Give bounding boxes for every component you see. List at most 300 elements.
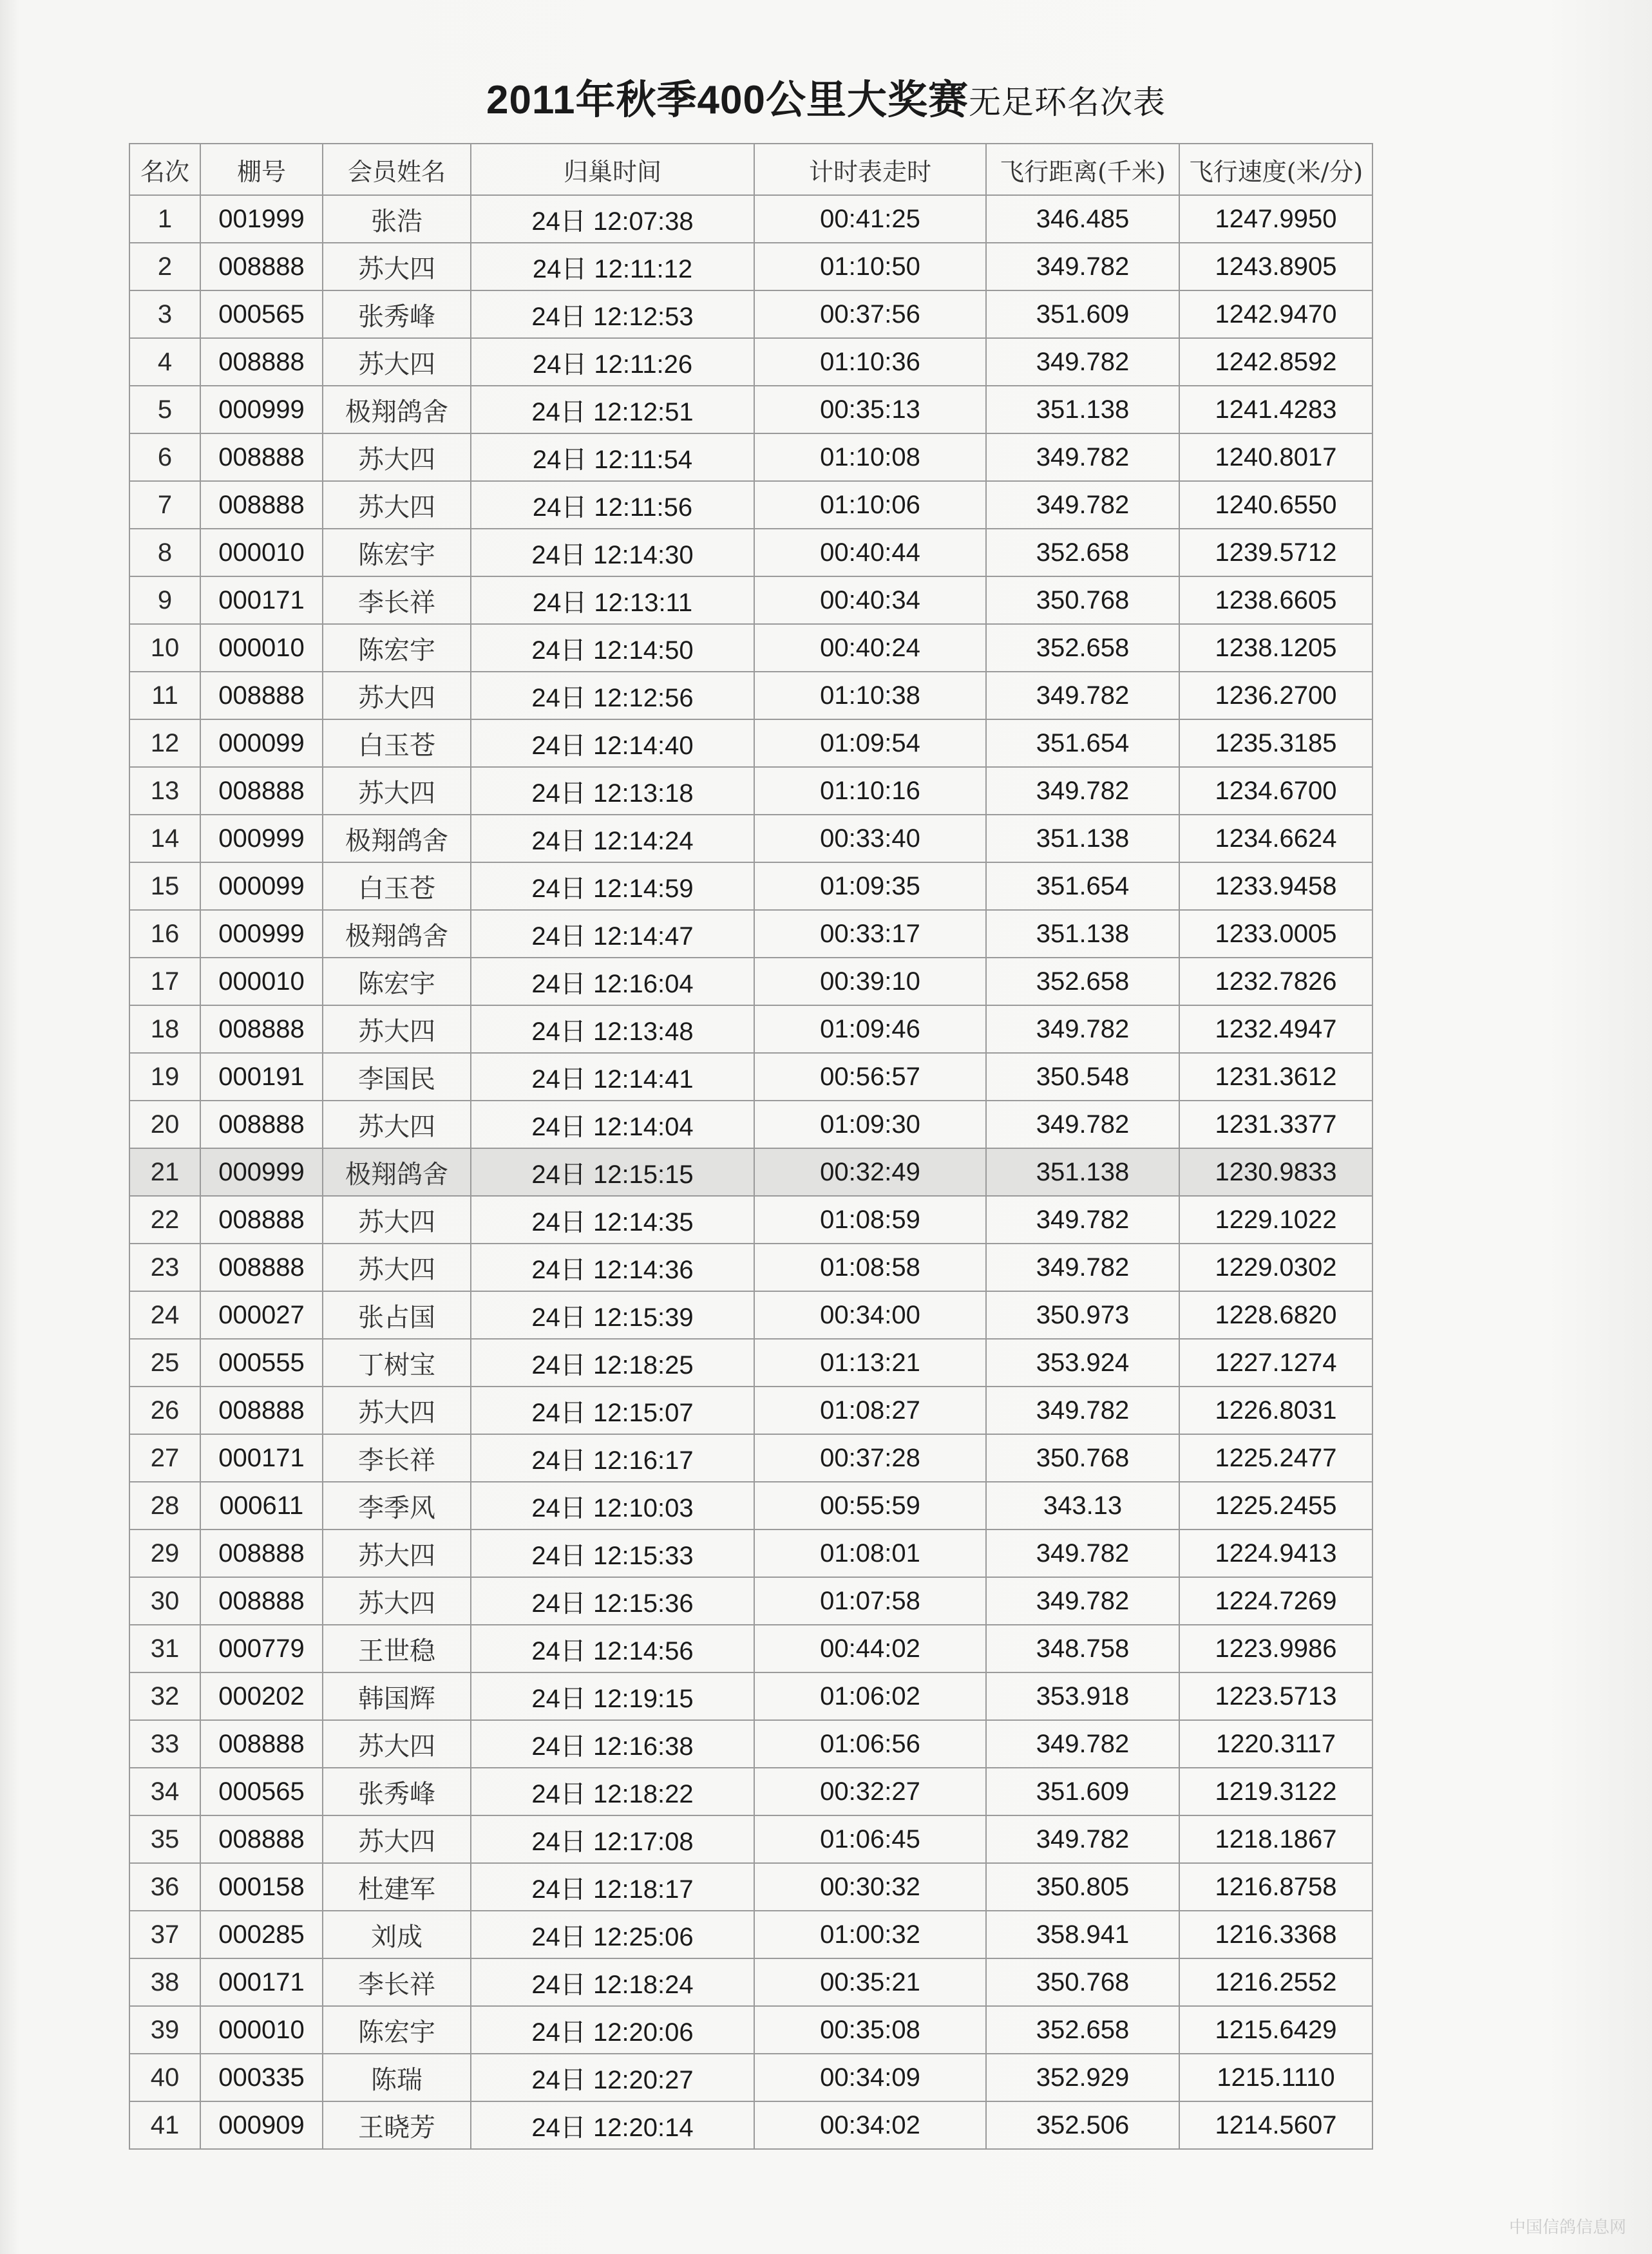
cell-distance: 349.782 xyxy=(986,243,1179,290)
cell-member-name: 苏大四 xyxy=(323,1244,471,1291)
cell-speed: 1232.7826 xyxy=(1179,958,1372,1005)
cell-loft-number: 000010 xyxy=(200,2006,323,2054)
cell-member-name: 苏大四 xyxy=(323,1005,471,1053)
cell-distance: 350.805 xyxy=(986,1863,1179,1911)
cell-clock-time: 00:40:44 xyxy=(754,529,986,576)
cell-loft-number: 000611 xyxy=(200,1482,323,1530)
cell-distance: 350.768 xyxy=(986,576,1179,624)
table-row xyxy=(129,1911,1372,1958)
cell-arrival-time: 24日 12:10:03 xyxy=(471,1482,754,1530)
cell-rank: 16 xyxy=(129,910,200,958)
cell-member-name: 张秀峰 xyxy=(323,290,471,338)
cell-speed: 1215.1110 xyxy=(1179,2054,1372,2101)
cell-clock-time: 01:06:56 xyxy=(754,1720,986,1768)
cell-speed: 1230.9833 xyxy=(1179,1148,1372,1196)
header-member-name: 会员姓名 xyxy=(323,144,471,195)
cell-member-name: 陈宏宇 xyxy=(323,2006,471,2054)
cell-rank: 34 xyxy=(129,1768,200,1815)
cell-member-name: 苏大四 xyxy=(323,243,471,290)
cell-distance: 349.782 xyxy=(986,1387,1179,1434)
cell-speed: 1231.3377 xyxy=(1179,1101,1372,1148)
cell-speed: 1214.5607 xyxy=(1179,2101,1372,2149)
table-row xyxy=(129,1005,1372,1053)
cell-distance: 352.506 xyxy=(986,2101,1179,2149)
cell-loft-number: 008888 xyxy=(200,672,323,719)
cell-rank: 5 xyxy=(129,386,200,433)
cell-speed: 1235.3185 xyxy=(1179,719,1372,767)
cell-rank: 15 xyxy=(129,862,200,910)
cell-member-name: 苏大四 xyxy=(323,338,471,386)
cell-clock-time: 00:34:02 xyxy=(754,2101,986,2149)
cell-loft-number: 000171 xyxy=(200,1434,323,1482)
cell-rank: 29 xyxy=(129,1530,200,1577)
table-row xyxy=(129,1720,1372,1768)
cell-member-name: 王世稳 xyxy=(323,1625,471,1672)
table-row xyxy=(129,910,1372,958)
cell-member-name: 极翔鸽舍 xyxy=(323,1148,471,1196)
cell-distance: 352.929 xyxy=(986,2054,1179,2101)
table-row xyxy=(129,1577,1372,1625)
table-row xyxy=(129,958,1372,1005)
cell-distance: 349.782 xyxy=(986,1005,1179,1053)
cell-loft-number: 000158 xyxy=(200,1863,323,1911)
cell-distance: 349.782 xyxy=(986,1815,1179,1863)
table-row xyxy=(129,1815,1372,1863)
cell-loft-number: 008888 xyxy=(200,1387,323,1434)
cell-clock-time: 01:08:27 xyxy=(754,1387,986,1434)
cell-rank: 31 xyxy=(129,1625,200,1672)
cell-arrival-time: 24日 12:13:18 xyxy=(471,767,754,815)
cell-loft-number: 000285 xyxy=(200,1911,323,1958)
cell-loft-number: 000555 xyxy=(200,1339,323,1387)
cell-loft-number: 008888 xyxy=(200,1196,323,1244)
cell-arrival-time: 24日 12:20:06 xyxy=(471,2006,754,2054)
cell-arrival-time: 24日 12:16:04 xyxy=(471,958,754,1005)
cell-distance: 349.782 xyxy=(986,1101,1179,1148)
table-row xyxy=(129,1196,1372,1244)
table-row xyxy=(129,1291,1372,1339)
cell-arrival-time: 24日 12:11:54 xyxy=(471,433,754,481)
header-speed: 飞行速度(米/分) xyxy=(1179,144,1372,195)
cell-clock-time: 00:37:28 xyxy=(754,1434,986,1482)
cell-speed: 1243.8905 xyxy=(1179,243,1372,290)
header-rank: 名次 xyxy=(129,144,200,195)
cell-arrival-time: 24日 12:15:39 xyxy=(471,1291,754,1339)
cell-loft-number: 008888 xyxy=(200,243,323,290)
cell-clock-time: 01:09:35 xyxy=(754,862,986,910)
cell-speed: 1225.2477 xyxy=(1179,1434,1372,1482)
table-row xyxy=(129,576,1372,624)
cell-clock-time: 00:35:21 xyxy=(754,1958,986,2006)
cell-rank: 38 xyxy=(129,1958,200,2006)
cell-rank: 32 xyxy=(129,1672,200,1720)
cell-arrival-time: 24日 12:17:08 xyxy=(471,1815,754,1863)
cell-member-name: 陈宏宇 xyxy=(323,624,471,672)
cell-arrival-time: 24日 12:12:53 xyxy=(471,290,754,338)
cell-clock-time: 01:06:45 xyxy=(754,1815,986,1863)
cell-arrival-time: 24日 12:25:06 xyxy=(471,1911,754,1958)
cell-clock-time: 00:35:08 xyxy=(754,2006,986,2054)
table-row xyxy=(129,1672,1372,1720)
cell-rank: 14 xyxy=(129,815,200,862)
cell-member-name: 苏大四 xyxy=(323,672,471,719)
cell-member-name: 张秀峰 xyxy=(323,1768,471,1815)
cell-clock-time: 01:08:01 xyxy=(754,1530,986,1577)
cell-rank: 40 xyxy=(129,2054,200,2101)
cell-speed: 1247.9950 xyxy=(1179,195,1372,243)
cell-clock-time: 01:10:50 xyxy=(754,243,986,290)
cell-speed: 1215.6429 xyxy=(1179,2006,1372,2054)
cell-loft-number: 000779 xyxy=(200,1625,323,1672)
cell-member-name: 苏大四 xyxy=(323,1387,471,1434)
cell-speed: 1226.8031 xyxy=(1179,1387,1372,1434)
table-row xyxy=(129,2006,1372,2054)
table-row xyxy=(129,1768,1372,1815)
cell-rank: 18 xyxy=(129,1005,200,1053)
header-clock-time: 计时表走时 xyxy=(754,144,986,195)
cell-loft-number: 000909 xyxy=(200,2101,323,2149)
cell-distance: 349.782 xyxy=(986,481,1179,529)
cell-rank: 35 xyxy=(129,1815,200,1863)
cell-clock-time: 01:07:58 xyxy=(754,1577,986,1625)
table-row xyxy=(129,1101,1372,1148)
cell-rank: 28 xyxy=(129,1482,200,1530)
cell-arrival-time: 24日 12:14:56 xyxy=(471,1625,754,1672)
cell-clock-time: 00:33:17 xyxy=(754,910,986,958)
cell-rank: 9 xyxy=(129,576,200,624)
cell-arrival-time: 24日 12:14:36 xyxy=(471,1244,754,1291)
cell-clock-time: 01:08:58 xyxy=(754,1244,986,1291)
cell-arrival-time: 24日 12:14:40 xyxy=(471,719,754,767)
cell-speed: 1233.0005 xyxy=(1179,910,1372,958)
cell-clock-time: 00:40:34 xyxy=(754,576,986,624)
cell-member-name: 苏大四 xyxy=(323,1530,471,1577)
cell-rank: 22 xyxy=(129,1196,200,1244)
cell-arrival-time: 24日 12:16:17 xyxy=(471,1434,754,1482)
cell-rank: 19 xyxy=(129,1053,200,1101)
cell-clock-time: 00:41:25 xyxy=(754,195,986,243)
cell-member-name: 李国民 xyxy=(323,1053,471,1101)
cell-member-name: 极翔鸽舍 xyxy=(323,910,471,958)
cell-rank: 3 xyxy=(129,290,200,338)
cell-speed: 1231.3612 xyxy=(1179,1053,1372,1101)
cell-member-name: 白玉苍 xyxy=(323,719,471,767)
table-row xyxy=(129,672,1372,719)
cell-distance: 352.658 xyxy=(986,2006,1179,2054)
cell-speed: 1218.1867 xyxy=(1179,1815,1372,1863)
cell-clock-time: 01:10:36 xyxy=(754,338,986,386)
cell-member-name: 苏大四 xyxy=(323,1196,471,1244)
cell-arrival-time: 24日 12:14:41 xyxy=(471,1053,754,1101)
cell-distance: 351.138 xyxy=(986,910,1179,958)
table-row xyxy=(129,1482,1372,1530)
cell-rank: 36 xyxy=(129,1863,200,1911)
cell-clock-time: 01:09:30 xyxy=(754,1101,986,1148)
cell-arrival-time: 24日 12:12:51 xyxy=(471,386,754,433)
cell-arrival-time: 24日 12:13:48 xyxy=(471,1005,754,1053)
cell-distance: 358.941 xyxy=(986,1911,1179,1958)
cell-rank: 8 xyxy=(129,529,200,576)
cell-loft-number: 000027 xyxy=(200,1291,323,1339)
cell-rank: 25 xyxy=(129,1339,200,1387)
cell-loft-number: 000010 xyxy=(200,529,323,576)
cell-member-name: 极翔鸽舍 xyxy=(323,386,471,433)
cell-member-name: 陈宏宇 xyxy=(323,529,471,576)
cell-member-name: 苏大四 xyxy=(323,433,471,481)
cell-clock-time: 00:37:56 xyxy=(754,290,986,338)
cell-clock-time: 01:00:32 xyxy=(754,1911,986,1958)
cell-rank: 10 xyxy=(129,624,200,672)
cell-loft-number: 008888 xyxy=(200,1815,323,1863)
cell-clock-time: 00:33:40 xyxy=(754,815,986,862)
cell-speed: 1242.8592 xyxy=(1179,338,1372,386)
cell-speed: 1238.6605 xyxy=(1179,576,1372,624)
cell-rank: 2 xyxy=(129,243,200,290)
table-row xyxy=(129,1053,1372,1101)
cell-arrival-time: 24日 12:14:30 xyxy=(471,529,754,576)
cell-distance: 353.918 xyxy=(986,1672,1179,1720)
table-row xyxy=(129,386,1372,433)
cell-member-name: 苏大四 xyxy=(323,767,471,815)
table-row xyxy=(129,767,1372,815)
cell-loft-number: 000999 xyxy=(200,910,323,958)
cell-arrival-time: 24日 12:14:50 xyxy=(471,624,754,672)
cell-clock-time: 00:39:10 xyxy=(754,958,986,1005)
cell-loft-number: 000191 xyxy=(200,1053,323,1101)
cell-rank: 26 xyxy=(129,1387,200,1434)
cell-distance: 349.782 xyxy=(986,1577,1179,1625)
cell-arrival-time: 24日 12:11:26 xyxy=(471,338,754,386)
table-row xyxy=(129,1244,1372,1291)
cell-speed: 1216.8758 xyxy=(1179,1863,1372,1911)
cell-rank: 12 xyxy=(129,719,200,767)
cell-speed: 1216.2552 xyxy=(1179,1958,1372,2006)
cell-rank: 20 xyxy=(129,1101,200,1148)
cell-clock-time: 00:55:59 xyxy=(754,1482,986,1530)
cell-speed: 1229.0302 xyxy=(1179,1244,1372,1291)
cell-member-name: 杜建军 xyxy=(323,1863,471,1911)
table-row xyxy=(129,290,1372,338)
table-row xyxy=(129,1387,1372,1434)
cell-member-name: 李长祥 xyxy=(323,576,471,624)
table-row xyxy=(129,1625,1372,1672)
cell-arrival-time: 24日 12:15:33 xyxy=(471,1530,754,1577)
cell-rank: 30 xyxy=(129,1577,200,1625)
cell-arrival-time: 24日 12:07:38 xyxy=(471,195,754,243)
cell-speed: 1238.1205 xyxy=(1179,624,1372,672)
cell-loft-number: 000999 xyxy=(200,386,323,433)
cell-member-name: 陈瑞 xyxy=(323,2054,471,2101)
cell-rank: 4 xyxy=(129,338,200,386)
cell-speed: 1216.3368 xyxy=(1179,1911,1372,1958)
table-row xyxy=(129,624,1372,672)
cell-member-name: 丁树宝 xyxy=(323,1339,471,1387)
cell-loft-number: 000999 xyxy=(200,1148,323,1196)
cell-distance: 349.782 xyxy=(986,1720,1179,1768)
cell-rank: 13 xyxy=(129,767,200,815)
cell-distance: 349.782 xyxy=(986,672,1179,719)
table-row xyxy=(129,2054,1372,2101)
header-loft-number: 棚号 xyxy=(200,144,323,195)
cell-loft-number: 000010 xyxy=(200,958,323,1005)
table-row xyxy=(129,1530,1372,1577)
cell-rank: 6 xyxy=(129,433,200,481)
cell-speed: 1227.1274 xyxy=(1179,1339,1372,1387)
cell-arrival-time: 24日 12:18:22 xyxy=(471,1768,754,1815)
cell-speed: 1228.6820 xyxy=(1179,1291,1372,1339)
table-row xyxy=(129,1434,1372,1482)
cell-member-name: 苏大四 xyxy=(323,1101,471,1148)
cell-distance: 351.609 xyxy=(986,1768,1179,1815)
cell-arrival-time: 24日 12:14:24 xyxy=(471,815,754,862)
cell-speed: 1240.6550 xyxy=(1179,481,1372,529)
cell-rank: 17 xyxy=(129,958,200,1005)
cell-speed: 1232.4947 xyxy=(1179,1005,1372,1053)
cell-clock-time: 01:10:08 xyxy=(754,433,986,481)
cell-speed: 1224.9413 xyxy=(1179,1530,1372,1577)
cell-member-name: 陈宏宇 xyxy=(323,958,471,1005)
cell-clock-time: 01:09:46 xyxy=(754,1005,986,1053)
cell-arrival-time: 24日 12:19:15 xyxy=(471,1672,754,1720)
cell-clock-time: 00:32:27 xyxy=(754,1768,986,1815)
cell-distance: 352.658 xyxy=(986,529,1179,576)
table-row xyxy=(129,1148,1372,1196)
cell-arrival-time: 24日 12:20:14 xyxy=(471,2101,754,2149)
cell-distance: 348.758 xyxy=(986,1625,1179,1672)
cell-speed: 1229.1022 xyxy=(1179,1196,1372,1244)
cell-clock-time: 00:34:09 xyxy=(754,2054,986,2101)
cell-member-name: 张占国 xyxy=(323,1291,471,1339)
cell-arrival-time: 24日 12:15:07 xyxy=(471,1387,754,1434)
cell-rank: 41 xyxy=(129,2101,200,2149)
cell-distance: 346.485 xyxy=(986,195,1179,243)
cell-clock-time: 00:40:24 xyxy=(754,624,986,672)
cell-speed: 1225.2455 xyxy=(1179,1482,1372,1530)
cell-rank: 23 xyxy=(129,1244,200,1291)
cell-loft-number: 008888 xyxy=(200,1530,323,1577)
table-row xyxy=(129,481,1372,529)
cell-speed: 1239.5712 xyxy=(1179,529,1372,576)
cell-loft-number: 001999 xyxy=(200,195,323,243)
header-arrival-time: 归巢时间 xyxy=(471,144,754,195)
cell-arrival-time: 24日 12:14:04 xyxy=(471,1101,754,1148)
cell-loft-number: 000171 xyxy=(200,576,323,624)
cell-speed: 1223.5713 xyxy=(1179,1672,1372,1720)
cell-distance: 350.768 xyxy=(986,1958,1179,2006)
table-row xyxy=(129,815,1372,862)
cell-clock-time: 01:10:16 xyxy=(754,767,986,815)
cell-clock-time: 01:08:59 xyxy=(754,1196,986,1244)
cell-member-name: 刘成 xyxy=(323,1911,471,1958)
cell-distance: 350.973 xyxy=(986,1291,1179,1339)
cell-arrival-time: 24日 12:20:27 xyxy=(471,2054,754,2101)
cell-clock-time: 01:10:06 xyxy=(754,481,986,529)
cell-distance: 349.782 xyxy=(986,1244,1179,1291)
cell-rank: 27 xyxy=(129,1434,200,1482)
cell-distance: 349.782 xyxy=(986,338,1179,386)
cell-member-name: 极翔鸽舍 xyxy=(323,815,471,862)
cell-clock-time: 01:10:38 xyxy=(754,672,986,719)
cell-clock-time: 01:13:21 xyxy=(754,1339,986,1387)
cell-loft-number: 008888 xyxy=(200,1720,323,1768)
cell-distance: 349.782 xyxy=(986,433,1179,481)
cell-loft-number: 000335 xyxy=(200,2054,323,2101)
cell-distance: 349.782 xyxy=(986,1530,1179,1577)
cell-loft-number: 008888 xyxy=(200,1577,323,1625)
cell-loft-number: 008888 xyxy=(200,481,323,529)
cell-member-name: 苏大四 xyxy=(323,1577,471,1625)
cell-arrival-time: 24日 12:15:36 xyxy=(471,1577,754,1625)
cell-arrival-time: 24日 12:12:56 xyxy=(471,672,754,719)
table-header-row xyxy=(129,144,1372,195)
cell-speed: 1240.8017 xyxy=(1179,433,1372,481)
ranking-table xyxy=(129,143,1373,2150)
cell-loft-number: 008888 xyxy=(200,767,323,815)
cell-loft-number: 008888 xyxy=(200,338,323,386)
cell-rank: 33 xyxy=(129,1720,200,1768)
cell-member-name: 苏大四 xyxy=(323,1720,471,1768)
table-row xyxy=(129,243,1372,290)
cell-distance: 351.138 xyxy=(986,386,1179,433)
cell-arrival-time: 24日 12:13:11 xyxy=(471,576,754,624)
cell-distance: 350.768 xyxy=(986,1434,1179,1482)
cell-arrival-time: 24日 12:16:38 xyxy=(471,1720,754,1768)
cell-speed: 1224.7269 xyxy=(1179,1577,1372,1625)
cell-distance: 352.658 xyxy=(986,958,1179,1005)
cell-speed: 1234.6700 xyxy=(1179,767,1372,815)
cell-clock-time: 00:34:00 xyxy=(754,1291,986,1339)
cell-clock-time: 01:06:02 xyxy=(754,1672,986,1720)
cell-speed: 1236.2700 xyxy=(1179,672,1372,719)
cell-distance: 351.654 xyxy=(986,862,1179,910)
cell-distance: 349.782 xyxy=(986,1196,1179,1244)
cell-distance: 351.654 xyxy=(986,719,1179,767)
cell-arrival-time: 24日 12:18:25 xyxy=(471,1339,754,1387)
cell-arrival-time: 24日 12:14:59 xyxy=(471,862,754,910)
cell-arrival-time: 24日 12:15:15 xyxy=(471,1148,754,1196)
cell-clock-time: 00:30:32 xyxy=(754,1863,986,1911)
cell-member-name: 李长祥 xyxy=(323,1434,471,1482)
cell-clock-time: 00:35:13 xyxy=(754,386,986,433)
cell-clock-time: 01:09:54 xyxy=(754,719,986,767)
cell-loft-number: 008888 xyxy=(200,1244,323,1291)
table-row xyxy=(129,2101,1372,2149)
cell-member-name: 苏大四 xyxy=(323,1815,471,1863)
page-title xyxy=(0,68,1652,125)
cell-member-name: 苏大四 xyxy=(323,481,471,529)
cell-member-name: 李季风 xyxy=(323,1482,471,1530)
cell-loft-number: 000202 xyxy=(200,1672,323,1720)
cell-rank: 1 xyxy=(129,195,200,243)
table-row xyxy=(129,1339,1372,1387)
cell-rank: 7 xyxy=(129,481,200,529)
cell-member-name: 张浩 xyxy=(323,195,471,243)
cell-distance: 352.658 xyxy=(986,624,1179,672)
cell-arrival-time: 24日 12:14:47 xyxy=(471,910,754,958)
cell-clock-time: 00:32:49 xyxy=(754,1148,986,1196)
cell-distance: 351.609 xyxy=(986,290,1179,338)
cell-rank: 21 xyxy=(129,1148,200,1196)
cell-arrival-time: 24日 12:18:24 xyxy=(471,1958,754,2006)
cell-speed: 1220.3117 xyxy=(1179,1720,1372,1768)
cell-member-name: 白玉苍 xyxy=(323,862,471,910)
table-row xyxy=(129,433,1372,481)
table-row xyxy=(129,1958,1372,2006)
cell-speed: 1241.4283 xyxy=(1179,386,1372,433)
table-row xyxy=(129,529,1372,576)
table-body xyxy=(129,195,1372,2149)
cell-rank: 39 xyxy=(129,2006,200,2054)
